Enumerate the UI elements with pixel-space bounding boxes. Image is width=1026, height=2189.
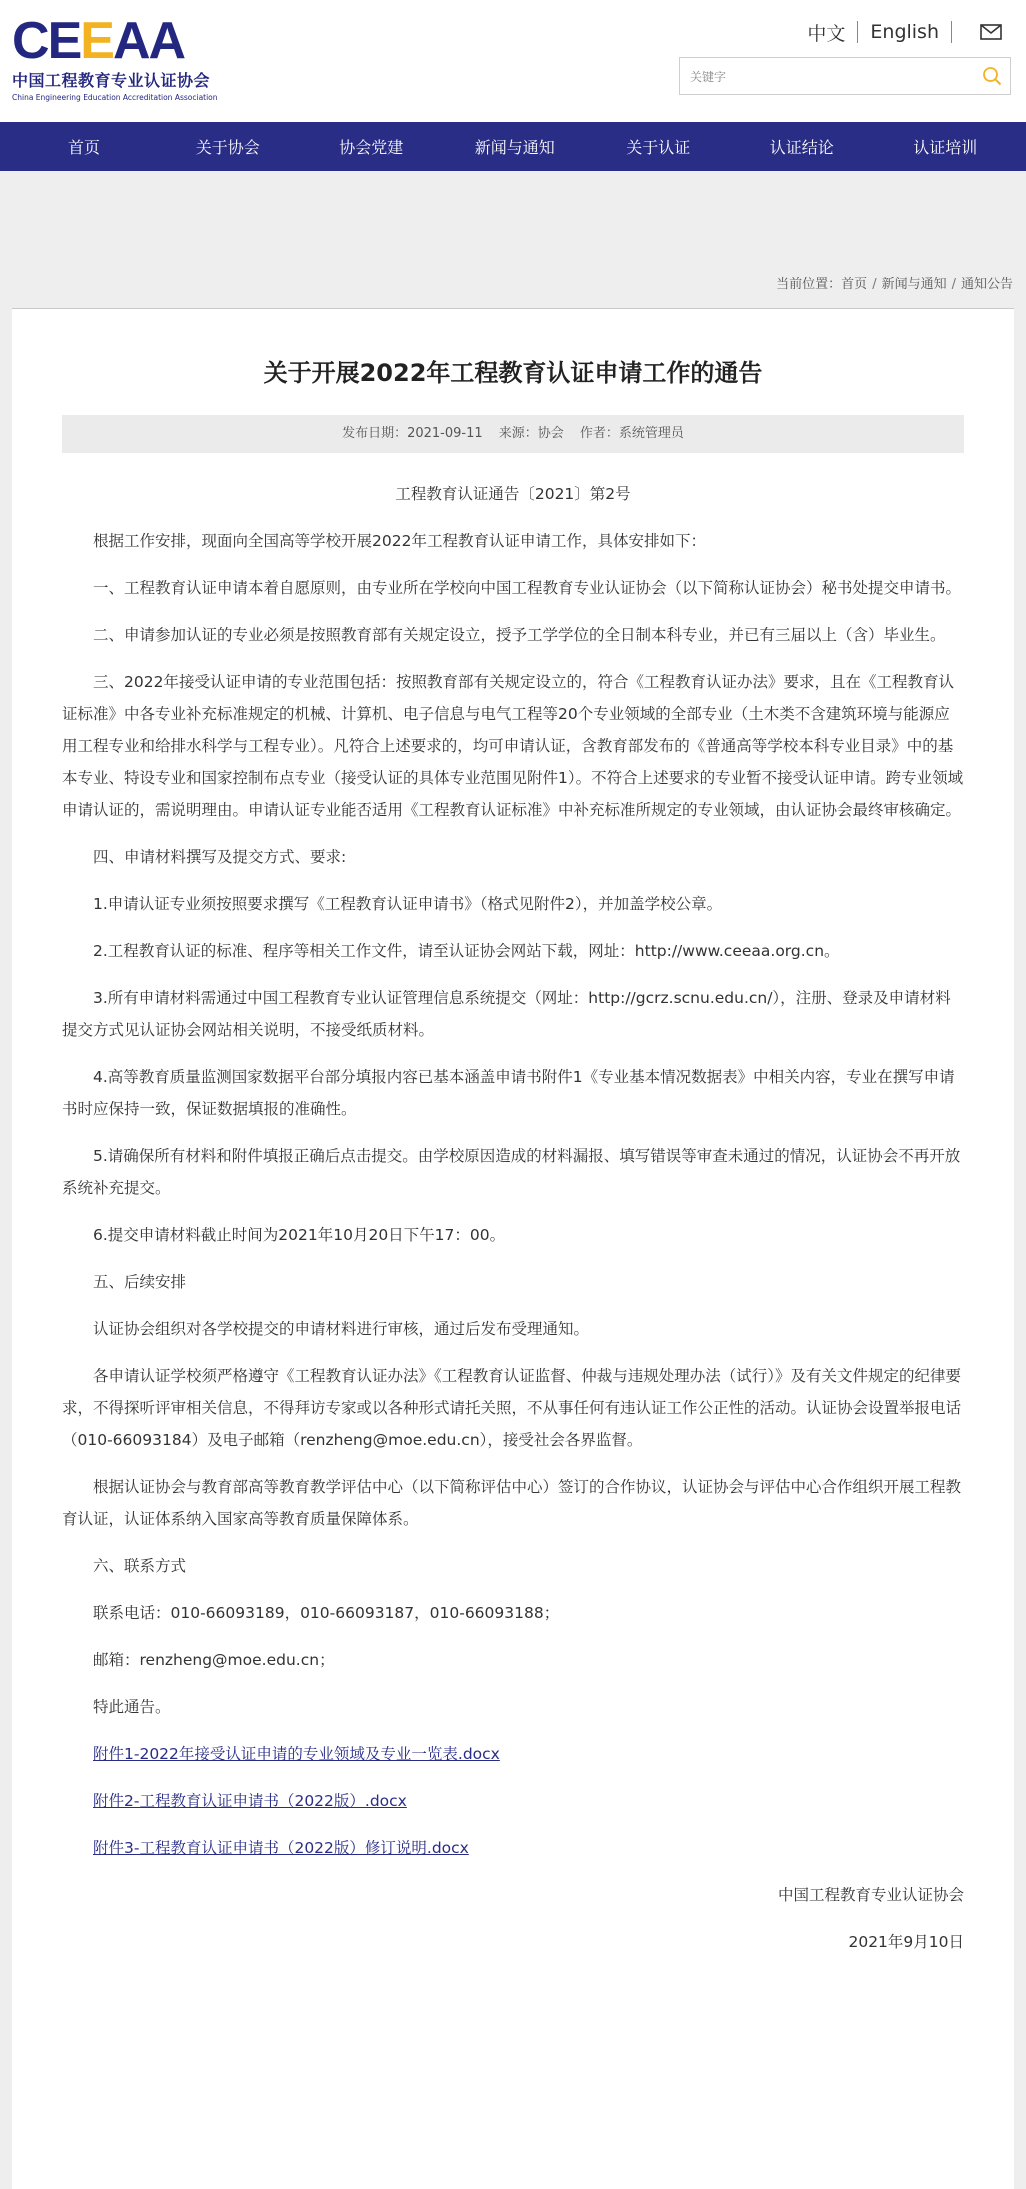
article-body	[62, 478, 964, 1958]
article-author: 作者：系统管理员	[579, 426, 684, 441]
article-meta	[62, 415, 964, 453]
paragraph: 二、申请参加认证的专业必须是按照教育部有关规定设立，授予工学学位的全日制本科专业，并已有三届以上（含）毕业生。	[93, 626, 946, 644]
paragraph: 根据工作安排，现面向全国高等学校开展2022年工程教育认证申请工作，具体安排如下：	[93, 532, 706, 550]
article-source: 来源：协会	[498, 426, 564, 441]
paragraph: 各申请认证学校须严格遵守《工程教育认证办法》《工程教育认证监督、仲裁与违规处理办法（试行）》及有关文件规定的纪律要求，不得探听评审相关信息，不得拜访专家或以各种形式请托关照，不从事任何有违认证工作公正性的活动。认证协会设置举报电话（010-66093184）及电子邮箱（renzheng@moe.edu.cn），接受社会各界监督。	[62, 1367, 962, 1449]
paragraph: 一、工程教育认证申请本着自愿原则，由专业所在学校向中国工程教育专业认证协会（以下简称认证协会）秘书处提交申请书。	[93, 579, 962, 597]
search-icon[interactable]	[982, 66, 1002, 90]
paragraph: 认证协会组织对各学校提交的申请材料进行审核，通过后发布受理通知。	[93, 1320, 590, 1338]
paragraph: 联系电话：010-66093189，010-66093187，010-66093188；	[93, 1604, 560, 1622]
paragraph: 特此通告。	[93, 1698, 171, 1716]
mail-icon[interactable]	[980, 24, 1002, 40]
breadcrumb-home-link[interactable]: 首页	[841, 277, 868, 292]
lang-chinese-link[interactable]: 中文	[807, 22, 846, 45]
mail-divider	[951, 21, 952, 43]
logo-letter-e-accent: E	[80, 12, 113, 70]
nav-item-conclusions[interactable]: 认证结论	[769, 138, 834, 157]
banner-area	[0, 171, 1026, 271]
logo-letter-c: C	[12, 12, 48, 70]
paragraph: 3.所有申请材料需通过中国工程教育专业认证管理信息系统提交（网址：http://gcrz.scnu.edu.cn/），注册、登录及申请材料提交方式见认证协会网站相关说明，不接受纸质材料。	[62, 989, 951, 1039]
paragraph: 六、联系方式	[93, 1557, 187, 1575]
paragraph: 6.提交申请材料截止时间为2021年10月20日下午17：00。	[93, 1226, 506, 1244]
paragraph: 2.工程教育认证的标准、程序等相关工作文件，请至认证协会网站下载，网址：http://www.ceeaa.org.cn。	[93, 942, 840, 960]
breadcrumb-news-link[interactable]: 新闻与通知	[881, 277, 947, 292]
breadcrumb-bar	[12, 271, 1014, 309]
paragraph: 五、后续安排	[93, 1273, 187, 1291]
breadcrumb-prefix: 当前位置：	[776, 277, 842, 292]
paragraph: 1.申请认证专业须按照要求撰写《工程教育认证申请书》（格式见附件2），并加盖学校公章。	[93, 895, 723, 913]
search-box	[679, 57, 1011, 95]
logo-english-name: China Engineering Education Accreditation Association	[12, 93, 218, 102]
site-header	[0, 0, 1026, 122]
nav-item-news[interactable]: 新闻与通知	[474, 138, 555, 157]
lang-divider	[857, 21, 858, 43]
signature-date: 2021年9月10日	[848, 1933, 964, 1951]
logo-chinese-name: 中国工程教育专业认证协会	[12, 71, 211, 90]
nav-item-party[interactable]: 协会党建	[339, 138, 404, 157]
attachment-link-3[interactable]: 附件3-工程教育认证申请书（2022版）修订说明.docx	[93, 1839, 469, 1857]
main-navigation	[0, 122, 1026, 171]
breadcrumb	[776, 273, 1013, 292]
language-switcher	[807, 18, 1002, 46]
attachment-link-2[interactable]: 附件2-工程教育认证申请书（2022版）.docx	[93, 1792, 407, 1810]
article-title: 关于开展2022年工程教育认证申请工作的通告	[263, 359, 763, 387]
site-logo[interactable]	[12, 12, 232, 102]
notice-number: 工程教育认证通告〔2021〕第2号	[395, 485, 631, 503]
article-panel	[12, 309, 1014, 2189]
logo-mark	[12, 12, 232, 70]
signature: 中国工程教育专业认证协会	[777, 1886, 964, 1904]
paragraph: 三、2022年接受认证申请的专业范围包括：按照教育部有关规定设立的，符合《工程教育认证办法》要求，且在《工程教育认证标准》中各专业补充标准规定的机械、计算机、电子信息与电气工程等20个专业领域的全部专业（土木类不含建筑环境与能源应用工程专业和给排水科学与工程专业）。凡符合上述要求的，均可申请认证，含教育部发布的《普通高等学校本科专业目录》中的基本专业、特设专业和国家控制布点专业（接受认证的具体专业范围见附件1）。不符合上述要求的专业暂不接受认证申请。跨专业领域申请认证的，需说明理由。申请认证专业能否适用《工程教育认证标准》中补充标准所规定的专业领域，由认证协会最终审核确定。	[62, 673, 964, 819]
nav-item-home[interactable]: 首页	[67, 138, 100, 157]
logo-letters-aa: AA	[112, 12, 185, 70]
nav-item-about[interactable]: 关于协会	[195, 138, 260, 157]
nav-item-accreditation[interactable]: 关于认证	[626, 138, 691, 157]
breadcrumb-separator: /	[872, 277, 877, 292]
paragraph: 邮箱：renzheng@moe.edu.cn；	[93, 1651, 335, 1669]
search-input[interactable]	[688, 58, 972, 96]
breadcrumb-separator: /	[951, 277, 956, 292]
attachment-item	[62, 1738, 964, 1770]
attachment-item	[62, 1785, 964, 1817]
attachment-item	[62, 1832, 964, 1864]
lang-english-link[interactable]: English	[870, 21, 939, 43]
paragraph: 5.请确保所有材料和附件填报正确后点击提交。由学校原因造成的材料漏报、填写错误等审查未通过的情况，认证协会不再开放系统补充提交。	[62, 1147, 961, 1197]
nav-item-training[interactable]: 认证培训	[913, 138, 978, 157]
paragraph: 四、申请材料撰写及提交方式、要求:	[93, 848, 347, 866]
paragraph: 根据认证协会与教育部高等教育教学评估中心（以下简称评估中心）签订的合作协议，认证协会与评估中心合作组织开展工程教育认证，认证体系纳入国家高等教育质量保障体系。	[62, 1478, 962, 1528]
paragraph: 4.高等教育质量监测国家数据平台部分填报内容已基本涵盖申请书附件1《专业基本情况数据表》中相关内容，专业在撰写申请书时应保持一致，保证数据填报的准确性。	[62, 1068, 955, 1118]
publish-date: 发布日期：2021-09-11	[342, 426, 483, 441]
attachment-link-1[interactable]: 附件1-2022年接受认证申请的专业领域及专业一览表.docx	[93, 1745, 500, 1763]
breadcrumb-notice-link[interactable]: 通知公告	[960, 277, 1013, 292]
logo-letter-e: E	[47, 12, 81, 70]
